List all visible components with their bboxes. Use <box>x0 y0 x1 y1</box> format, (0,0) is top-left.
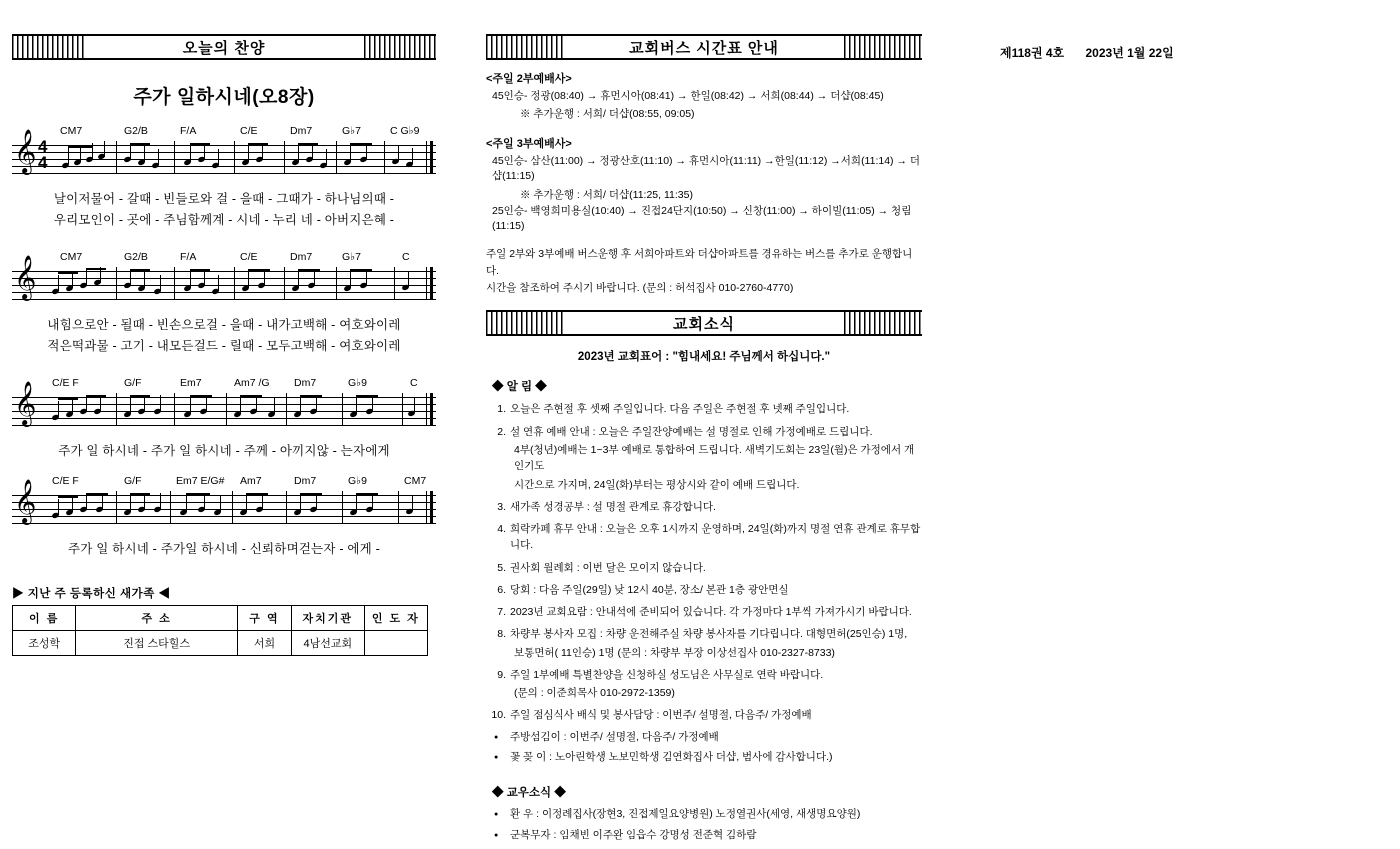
bullet-item: ● 군복무자 : 임채빈 이주완 임읍수 강명성 전준혁 김하람 <box>486 828 922 844</box>
news-banner-title: 교회소식 <box>564 310 844 336</box>
bus-note-line: 주일 2부와 3부예배 버스운행 후 서희아파트와 더샵아파트를 경유하는 버스를 추가로 운행합니다. <box>486 248 913 277</box>
chord: Em7 E/G# <box>176 475 225 487</box>
new-family-heading: ▶ 지난 주 등록하신 새가족 ◀ <box>12 588 171 600</box>
cell-guide <box>364 631 427 656</box>
chord: C <box>402 251 410 263</box>
table-header-row <box>13 606 428 631</box>
bus-extra-line: ※ 추가운행 : 서희/ 더샵(11:25, 11:35) <box>520 188 693 201</box>
chord: Dm7 <box>290 125 313 137</box>
banner-hatch-left <box>486 310 564 336</box>
chord: C/E <box>240 125 258 137</box>
treble-clef-icon: 𝄞 <box>14 481 37 523</box>
hymn-title: 주가 일하시네(오8장) <box>133 87 315 108</box>
chord: Em7 <box>180 377 202 389</box>
chord: Am7 /G <box>234 377 270 389</box>
chord: Am7 <box>240 475 262 487</box>
fellowship-section-heading: ◆ 교우소식 ◆ <box>492 787 566 800</box>
chord: Dm7 <box>294 475 317 487</box>
notice-number: 8. <box>497 628 506 641</box>
chord: G/F <box>124 377 142 389</box>
hymn-banner-title: 오늘의 찬양 <box>84 34 364 60</box>
staff-system-1 <box>12 125 436 233</box>
col-org: 자치기관 <box>292 606 365 631</box>
notice-section-heading: ◆ 알 림 ◆ <box>492 381 547 394</box>
bus-route-line: 45인승- 삼산(11:00) → 정광산호(11:10) → 휴먼시아(11:11) →한일(11:12) →서희(11:14) → 더샵(11:15) <box>492 155 921 183</box>
notice-subtext: 보통면허( 11인승) 1명 (문의 : 차량부 부장 이상선집사 010-2327-8733) <box>514 646 835 659</box>
cell-district: 서희 <box>237 631 291 656</box>
notice-text: 당회 : 다음 주일(29일) 낮 12시 40분, 장소/ 본관 1층 광안면실 <box>510 583 789 596</box>
notice-subtext: 시간으로 가지며, 24일(화)부터는 평상시와 같이 예배 드립니다. <box>514 478 800 491</box>
bullet-item: ● 주방섬김이 : 이번주/ 설명절, 다음주/ 가정예배 <box>486 730 922 746</box>
notice-text: 주일 1부예배 특별찬양을 신청하실 성도님은 사무실로 연락 바랍니다. <box>510 668 824 681</box>
notice-subtext: (문의 : 이준희목사 010-2972-1359) <box>514 687 675 700</box>
bus-service2-heading: <주일 2부예배사> <box>486 73 572 85</box>
notice-text: 설 연휴 예배 안내 : 오늘은 주일잔양예배는 설 명절로 인해 가정예배로 드립니다. <box>510 425 873 438</box>
bus-note <box>486 246 922 296</box>
notice-number: 4. <box>497 523 506 536</box>
col-district: 구 역 <box>237 606 291 631</box>
notice-text: 차량부 봉사자 모집 : 차량 운전해주실 차량 봉사자를 기다립니다. 대형면허(25인승) 1명, <box>510 628 908 641</box>
time-signature: 4 4 <box>38 137 48 172</box>
notice-item <box>486 707 922 723</box>
chord: G2/B <box>124 251 148 263</box>
cell-name: 조성학 <box>13 631 76 656</box>
bus-banner <box>486 34 922 60</box>
bullet-item: ● 환 우 : 이정례집사(장현3, 진접제일요양병원) 노정열권사(세영, 새생명요양원) <box>486 807 922 823</box>
banner-hatch-right <box>844 310 922 336</box>
notice-text: 권사회 월례회 : 이번 달은 모이지 않습니다. <box>510 561 706 574</box>
chord: CM7 <box>60 125 83 137</box>
cell-org: 4남선교회 <box>292 631 365 656</box>
chord-row-2 <box>12 251 436 265</box>
banner-hatch-left <box>12 34 84 60</box>
chord: CM7 <box>60 251 83 263</box>
church-motto: 2023년 교회표어 : "힘내세요! 주님께서 하십니다." <box>577 351 831 364</box>
lyric-line: 내힘으로안 - 될때 - 빈손으로걸 - 을때 - 내가고백해 - 여호와이레 <box>47 318 401 332</box>
bus-service3-heading: <주일 3부예배사> <box>486 138 572 151</box>
notice-item <box>486 604 922 620</box>
left-column <box>12 34 436 656</box>
notice-bullet-list <box>486 730 922 767</box>
lyric-line: 주가 일 하시네 - 주가일 하시네 - 신뢰하며걷는자 - 에게 - <box>68 542 380 556</box>
notice-number: 7. <box>497 606 506 619</box>
chord: G2/B <box>124 125 148 137</box>
treble-clef-icon: 𝄞 <box>14 383 37 425</box>
lyric-line: 주가 일 하시네 - 주가 일 하시네 - 주께 - 아끼지않 - 는자에게 <box>58 444 390 458</box>
notice-item <box>486 582 922 598</box>
chord: F/A <box>180 125 197 137</box>
fellowship-bullet-list <box>486 807 922 844</box>
notice-list <box>486 401 922 723</box>
treble-clef-icon: 𝄞 <box>14 131 37 173</box>
chord: C G♭9 <box>390 125 420 137</box>
table-row <box>13 631 428 656</box>
notice-item <box>486 424 922 493</box>
notice-item <box>486 401 922 417</box>
chord: Dm7 <box>290 251 313 263</box>
bullet-item: ● 꽃 꽂 이 : 노아린학생 노보민학생 김연화집사 더샵, 범사에 감사합니다.) <box>486 750 922 766</box>
chord: C/E F <box>52 377 79 389</box>
col-address: 주 소 <box>76 606 238 631</box>
notice-number: 3. <box>497 500 506 513</box>
bus-route-line: 45인승- 정광(08:40) → 휴먼시아(08:41) → 한일(08:42) → 서희(08:44) → 더샵(08:45) <box>492 90 884 102</box>
lyric-line: 적은떡과물 - 고기 - 내모든걸드 - 릴때 - 모두고백해 - 여호와이레 <box>47 339 401 353</box>
notice-number: 9. <box>497 668 506 681</box>
notice-number: 1. <box>497 403 506 416</box>
notice-text: 오늘은 주현절 후 셋째 주일입니다. 다음 주일은 주현절 후 넷째 주일입니다. <box>510 403 850 416</box>
chord-row-3 <box>12 377 436 391</box>
treble-clef-icon: 𝄞 <box>14 257 37 299</box>
staff-system-3 <box>12 377 436 461</box>
chord: G/F <box>124 475 142 487</box>
date-label: 2023년 1월 22일 <box>1085 46 1174 60</box>
chord-row-4 <box>12 475 436 489</box>
banner-hatch-right <box>844 34 922 60</box>
chord: Dm7 <box>294 377 317 389</box>
chord: C <box>410 377 418 389</box>
col-name: 이 름 <box>13 606 76 631</box>
notice-subtext: 4부(청년)예배는 1~3부 예배로 통합하여 드립니다. 새벽기도회는 23일(월)은 가정에서 개인기도 <box>514 444 915 473</box>
bus-banner-title: 교회버스 시간표 안내 <box>564 34 844 60</box>
chord: F/A <box>180 251 197 263</box>
chord: C/E <box>240 251 258 263</box>
chord: G♭9 <box>348 377 367 389</box>
notice-item <box>486 626 922 661</box>
middle-column <box>486 34 922 849</box>
issue-meta <box>1000 44 1174 61</box>
lyric-line: 날이저물어 - 갈때 - 빈들로와 걸 - 을때 - 그때가 - 하나님의때 - <box>53 192 395 206</box>
notice-text: 새가족 성경공부 : 설 명절 관계로 휴강합니다. <box>510 500 716 513</box>
notice-item <box>486 667 922 702</box>
notice-item <box>486 560 922 576</box>
chord: G♭9 <box>348 475 367 487</box>
staff-system-4 <box>12 475 436 559</box>
notice-number: 6. <box>497 583 506 596</box>
notice-text: 희락카페 휴무 안내 : 오늘은 오후 1시까지 운영하며, 24일(화)까지 명절 연휴 관계로 휴무합니다. <box>510 523 921 552</box>
banner-hatch-left <box>486 34 564 60</box>
notice-item <box>486 499 922 515</box>
col-guide: 인 도 자 <box>364 606 427 631</box>
chord: G♭7 <box>342 251 361 263</box>
staff-system-2 <box>12 251 436 359</box>
chord: G♭7 <box>342 125 361 137</box>
volume-label: 제118권 4호 <box>1000 46 1065 60</box>
lyric-line: 우리모인이 - 곳에 - 주님함께계 - 시네 - 누리 네 - 아버지은혜 - <box>53 213 395 227</box>
banner-hatch-right <box>364 34 436 60</box>
bus-note-line: 시간을 참조하여 주시기 바랍니다. (문의 : 허석집사 010-2760-4770) <box>486 281 794 294</box>
bus-extra-line: ※ 추가운행 : 서희/ 더샵(08:55, 09:05) <box>520 108 695 121</box>
chord-row-1 <box>12 125 436 139</box>
notice-text: 주일 점심식사 배식 및 봉사담당 : 이번주/ 설명절, 다음주/ 가정예배 <box>510 709 812 722</box>
news-banner <box>486 310 922 336</box>
hymn-banner <box>12 34 436 60</box>
chord: CM7 <box>404 475 427 487</box>
notice-number: 10. <box>491 709 506 722</box>
new-family-table <box>12 605 428 656</box>
bus-route-line: 25인승- 백영희미용실(10:40) → 진접24단지(10:50) → 신창(11:00) → 하이빌(11:05) → 청림(11:15) <box>492 204 912 232</box>
notice-item <box>486 521 922 554</box>
notice-text: 2023년 교회요람 : 안내석에 준비되어 있습니다. 각 가정마다 1부씩 가져가시기 바랍니다. <box>510 606 912 619</box>
notice-number: 5. <box>497 561 506 574</box>
chord: C/E F <box>52 475 79 487</box>
notice-number: 2. <box>497 425 506 438</box>
cell-address: 진접 스타힐스 <box>76 631 238 656</box>
